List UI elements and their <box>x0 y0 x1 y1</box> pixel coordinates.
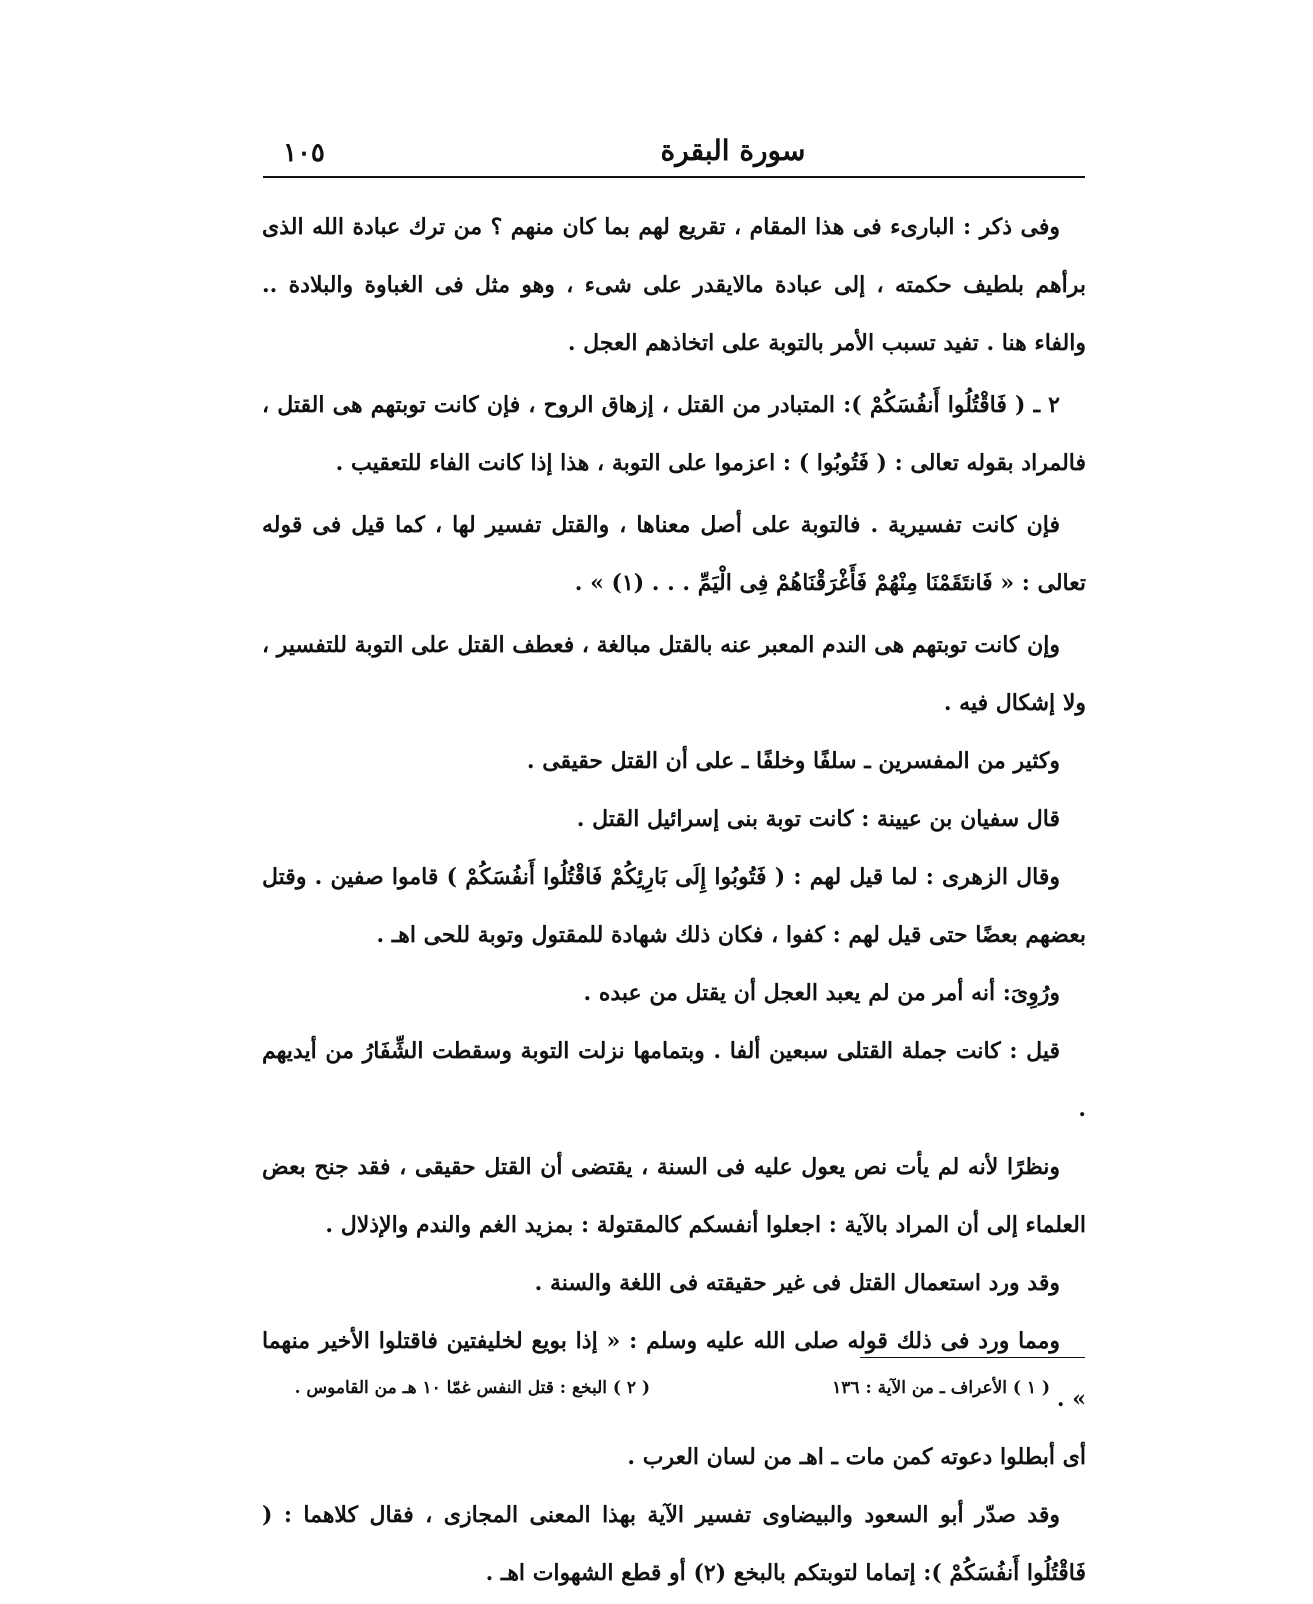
paragraph: ونظرًا لأنه لم يأت نص يعول عليه فى السنة ، يقتضى أن القتل حقيقى ، فقد جنح بعض العلماء إلى أن المراد بالآية : اجعلوا أنفسكم كالمقتولة : بمزيد الغم والندم والإذلال . <box>262 1154 1086 1238</box>
page-title: سورة البقرة <box>660 134 806 167</box>
paragraph: وكثير من المفسرين ـ سلفًا وخلفًا ـ على أن القتل حقيقى . <box>526 748 1060 774</box>
footnote-1: ( ١ ) الأعراف ـ من الآية : ١٣٦ <box>832 1378 1050 1398</box>
paragraph: وقد صدّر أبو السعود والبيضاوى تفسير الآية بهذا المعنى المجازى ، فقال كلاهما : ( فَاقْتُلُوا أَنفُسَكُمْ ): إتماما لتوبتكم بالبخع (٢) أو قطع الشهوات اهـ . <box>262 1502 1086 1586</box>
paragraph: ٢ ـ ( فَاقْتُلُوا أَنفُسَكُمْ ): المتبادر من القتل ، إزهاق الروح ، فإن كانت توبتهم هى القتل ، فالمراد بقوله تعالى : ( فَتُوبُوا ) : اعزموا على التوبة ، هذا إذا كانت الفاء للتعقيب . <box>262 392 1086 476</box>
footnote-divider <box>860 1357 1085 1358</box>
paragraph: ومما ورد فى ذلك قوله صلى الله عليه وسلم : « إذا بويع لخليفتين فاقتلوا الأخير منهما » . <box>262 1328 1086 1412</box>
page-header <box>263 128 1085 178</box>
paragraph: وقد ورد استعمال القتل فى غير حقيقته فى اللغة والسنة . <box>534 1270 1060 1296</box>
paragraph: قيل : كانت جملة القتلى سبعين ألفا . وبتمامها نزلت التوبة وسقطت الشِّفَارُ من أيديهم . <box>262 1038 1086 1122</box>
paragraph: وقال الزهرى : لما قيل لهم : ( فَتُوبُوا إِلَى بَارِئِكُمْ فَاقْتُلُوا أَنفُسَكُمْ ) قاموا صفين . وقتل بعضهم بعضًا حتى قيل لهم : كفوا ، فكان ذلك شهادة للمقتول وتوبة للحى اهـ . <box>262 864 1086 948</box>
paragraph: فإن كانت تفسيرية . فالتوبة على أصل معناها ، والقتل تفسير لها ، كما قيل فى قوله تعالى : « فَانتَقَمْنَا مِنْهُمْ فَأَغْرَقْنَاهُمْ فِى الْيَمِّ . . . (١) » . <box>262 512 1086 596</box>
paragraph: وفى ذكر : البارىء فى هذا المقام ، تقريع لهم بما كان منهم ؟ من ترك عبادة الله الذى برأهم بلطيف حكمته ، إلى عبادة مالايقدر على شىء ، وهو مثل فى الغباوة والبلادة .. والفاء هنا . تفيد تسبب الأمر بالتوبة على اتخاذهم العجل . <box>262 214 1086 356</box>
paragraph: قال سفيان بن عيينة : كانت توبة بنى إسرائيل القتل . <box>576 806 1060 832</box>
header-divider <box>263 176 1085 178</box>
footnote-2: ( ٢ ) البخع : قتل النفس غمّا ١٠ هـ من القاموس . <box>294 1378 650 1398</box>
paragraph: وإن كانت توبتهم هى الندم المعبر عنه بالقتل مبالغة ، فعطف القتل على التوبة للتفسير ، ولا إشكال فيه . <box>262 632 1086 716</box>
page-number: ١٠٥ <box>283 138 325 168</box>
footnotes <box>280 1378 1070 1408</box>
paragraph: ورُوِىَ: أنه أمر من لم يعبد العجل أن يقتل من عبده . <box>583 980 1060 1006</box>
paragraph: أى أبطلوا دعوته كمن مات ـ اهـ من لسان العرب . <box>627 1444 1086 1470</box>
